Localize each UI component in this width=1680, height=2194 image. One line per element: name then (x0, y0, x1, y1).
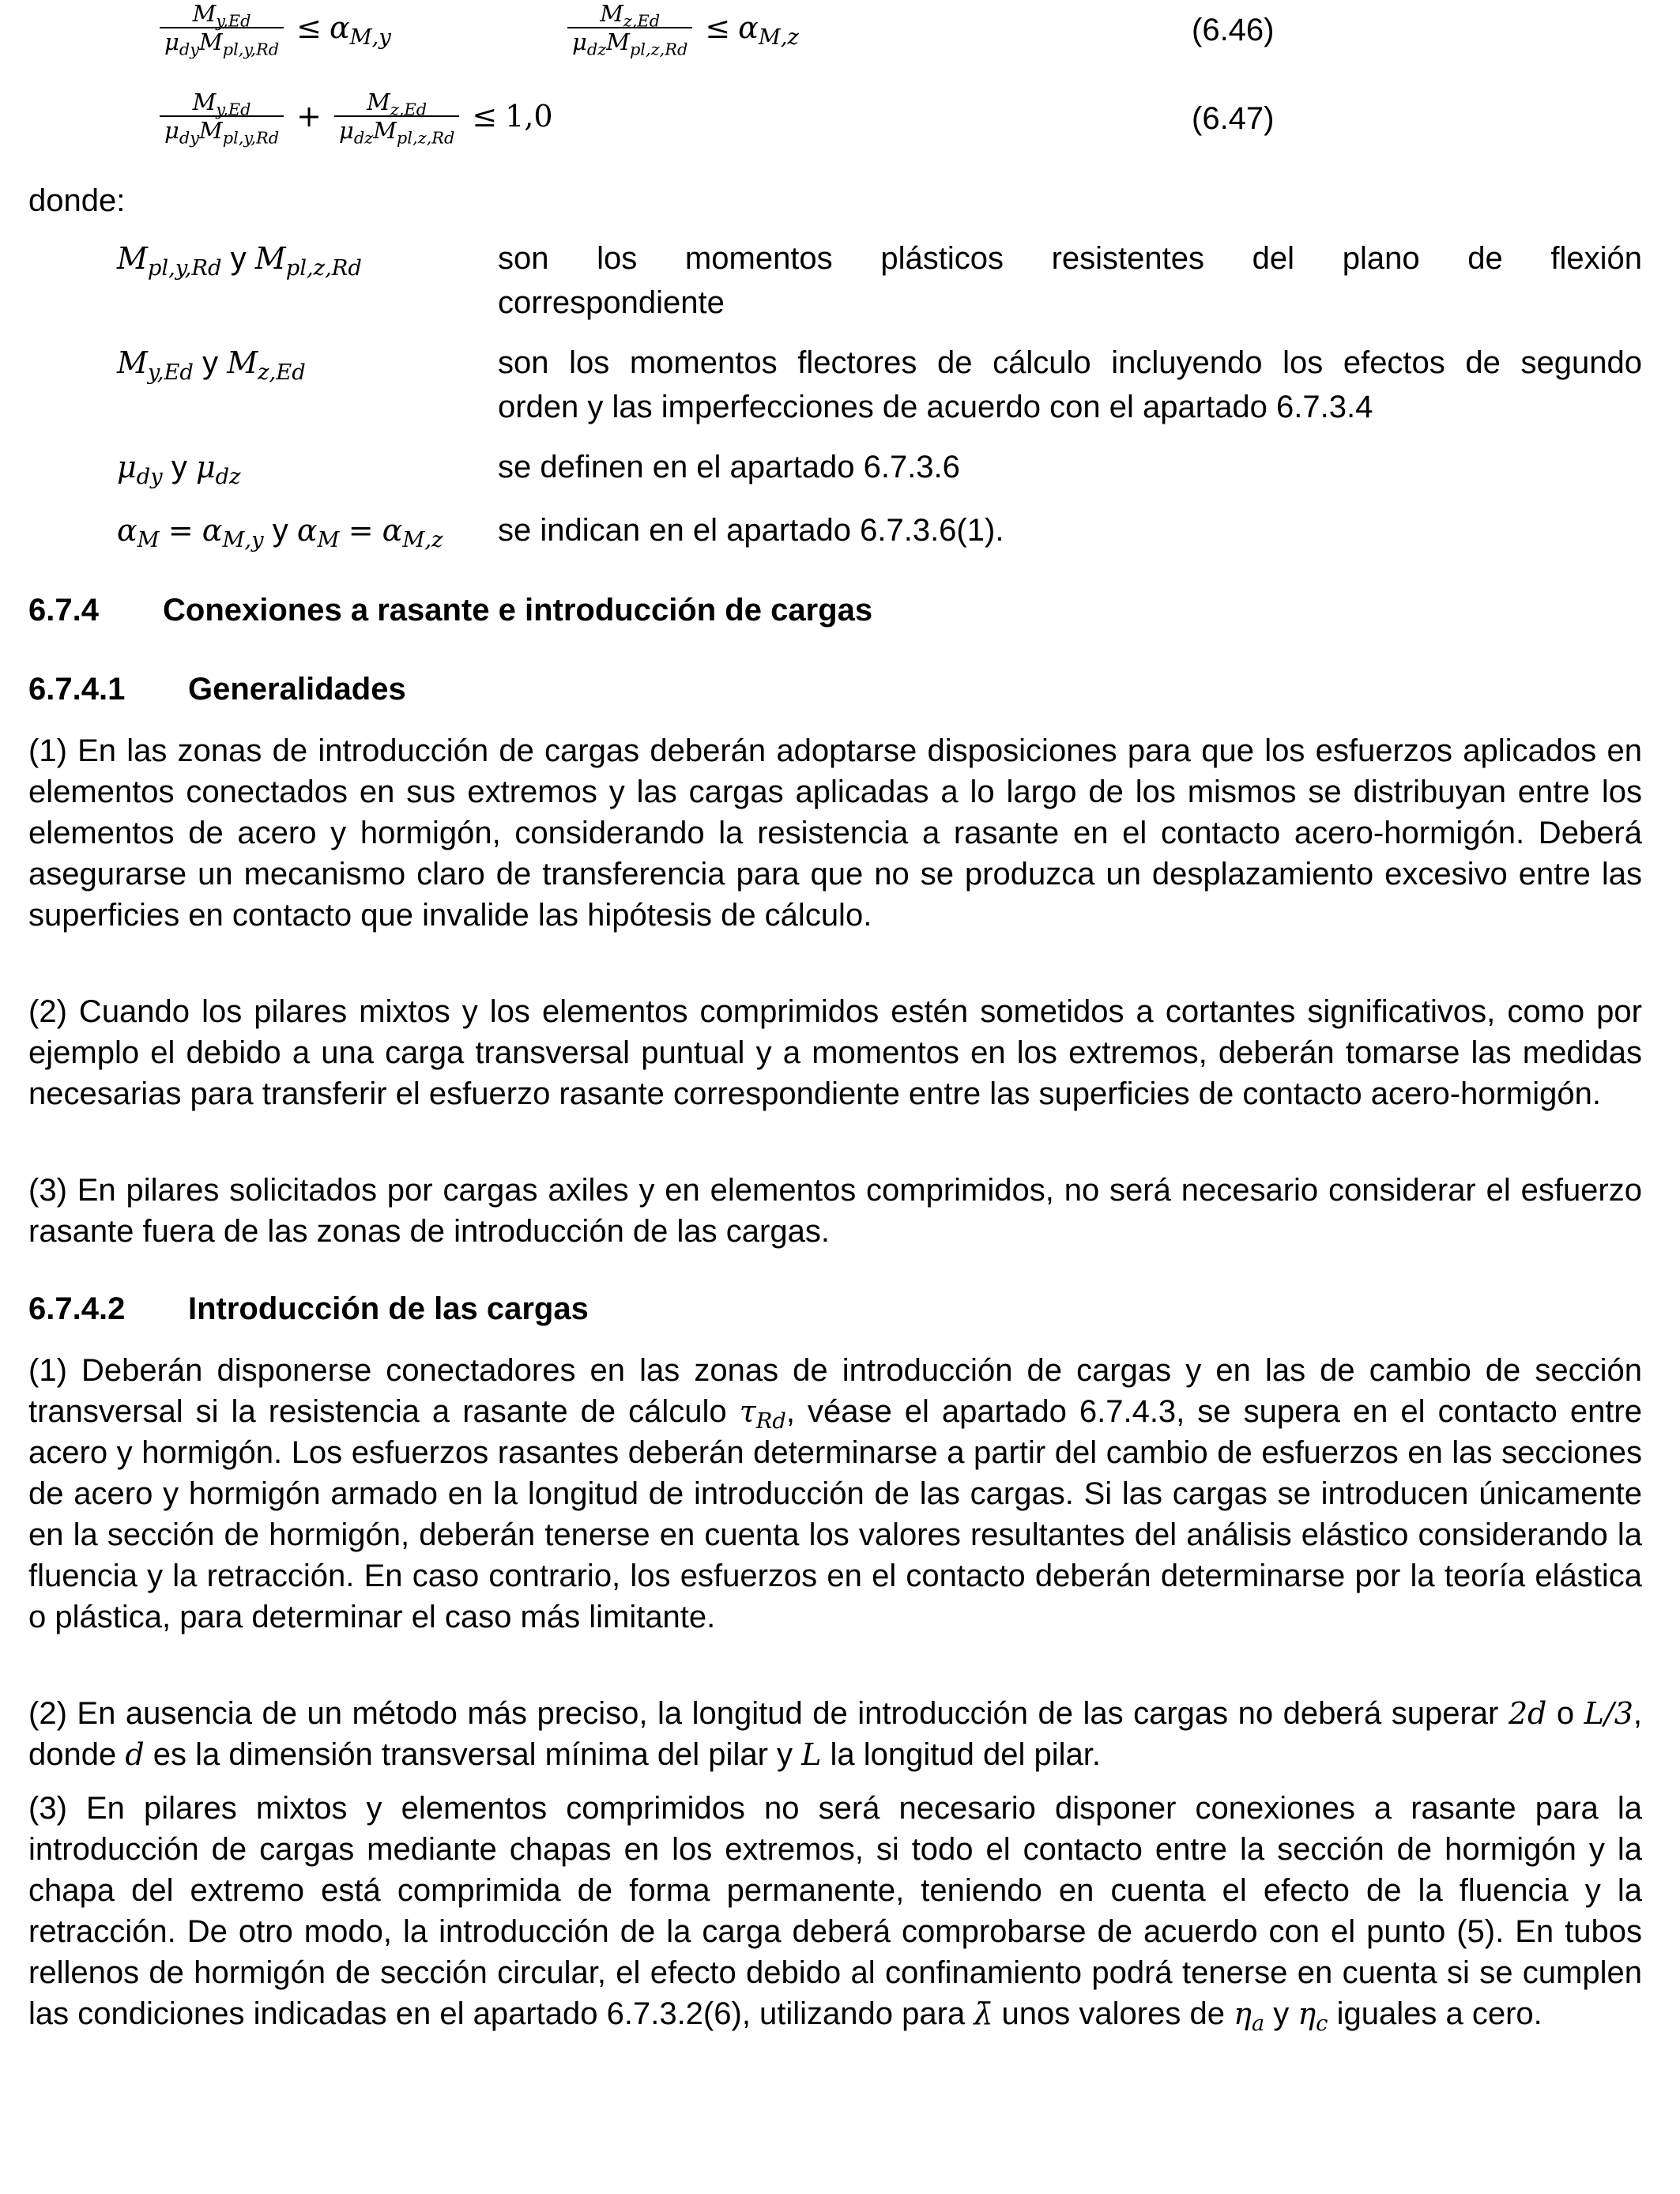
definition-description: se indican en el apartado 6.7.3.6(1). (498, 513, 1004, 548)
fraction: $\frac{M_{y,Ed}}{\mu_{dy}M_{pl,y,Rd}}$ (160, 89, 284, 144)
donde-label: donde: (28, 183, 126, 218)
paragraph-6-7-4-1-3: (3) En pilares solicitados por cargas axiles y en elementos comprimidos, no será necesario considerar el esfuerzo rasante fuera de las zonas de introducción de las cargas. (28, 1173, 1642, 1249)
definition-description: son los momentos flectores de cálculo incluyendo los efectos de segundo (498, 345, 1642, 380)
paragraph-6-7-4-1-1: (1) En las zonas de introducción de cargas deberán adoptarse disposiciones para que los esfuerzos aplicados en elementos conectados en sus extremos y las cargas aplicadas a lo largo de los mismos se distribuyan entre los elementos de acero y hormigón, considerando la resistencia a rasante en el contacto acero-hormigón. Deberá asegurarse un mecanismo claro de transferencia para que no se produzca un desplazamiento excesivo entre las superficies en contacto que invalide las hipótesis de cálculo. (28, 733, 1642, 933)
definition-description-cont: orden y las imperfecciones de acuerdo con el apartado 6.7.3.4 (498, 390, 1373, 424)
paragraph-6-7-4-2-2: (2) En ausencia de un método más preciso, la longitud de introducción de las cargas no deberá superar 2d o L/3, donde d es la dimensión transversal mínima del pilar y L la longitud del pilar. (28, 1696, 1642, 1772)
section-heading-6-7-4-2: 6.7.4.2 Introducción de las cargas (28, 1291, 589, 1326)
paragraph-6-7-4-2-1: (1) Deberán disponerse conectadores en las zonas de introducción de cargas y en las de cambio de sección transversal si la resistencia a rasante de cálculo $\tau_{Rd}$, véase el apartado 6.7.4.3, se supera en el contacto entre acero y hormigón. Los esfuerzos rasantes deberán determinarse a partir del cambio de esfuerzos en las secciones de acero y hormigón armado en la longitud de introducción de las cargas. Si las cargas se introducen únicamente en la sección de hormigón, deberán tenerse en cuenta los valores resultantes del análisis elástico considerando la fluencia y la retracción. En caso contrario, los esfuerzos en el contacto deberán determinarse por la teoría elástica o plástica, para determinar el caso más limitante. (28, 1353, 1642, 1634)
definition-term: $\mu_{dy}$ y $\mu_{dz}$ (117, 450, 241, 490)
equation-number-6-47: (6.47) (1192, 101, 1275, 136)
equation-6-47: $\frac{M_{y,Ed}}{\mu_{dy}M_{pl,y,Rd}}$ + $\frac{M_{z,Ed}}{\mu_{dz}M_{pl,z,Rd}}$ ≤ 1,0 (155, 89, 553, 144)
definition-term: $M_{y,Ed}$ y $M_{z,Ed}$ (117, 345, 306, 386)
fraction: $\frac{M_{z,Ed}}{\mu_{dz}M_{pl,z,Rd}}$ (334, 89, 459, 144)
definition-description-cont: correspondiente (498, 285, 725, 320)
paragraph-6-7-4-1-2: (2) Cuando los pilares mixtos y los elementos comprimidos estén sometidos a cortantes significativos, como por ejemplo el debido a una carga transversal puntual y a momentos en los extremos, deberán tomarse las medidas necesarias para transferir el esfuerzo rasante correspondiente entre las superficies de contacto acero-hormigón. (28, 994, 1642, 1111)
paragraph-6-7-4-2-3: (3) En pilares mixtos y elementos comprimidos no será necesario disponer conexiones a rasante para la introducción de cargas mediante chapas en los extremos, si todo el contacto entre la sección de hormigón y la chapa del extremo está comprimida de forma permanente, teniendo en cuenta el efecto de la fluencia y la retracción. De otro modo, la introducción de la carga deberá comprobarse de acuerdo con el punto (5). En tubos rellenos de hormigón de sección circular, el efecto debido al confinamiento podrá tenerse en cuenta si se cumplen las condiciones indicadas en el apartado 6.7.3.2(6), utilizando para λ̄ unos valores de $\eta_a$ y $\eta_c$ iguales a cero. (28, 1791, 1642, 2037)
section-heading-6-7-4: 6.7.4 Conexiones a rasante e introducción de cargas (28, 593, 873, 628)
fraction: $\frac{M_{z,Ed}}{\mu_{dz}M_{pl,z,Rd}}$ (567, 0, 692, 55)
fraction: $\frac{M_{y,Ed}}{\mu_{dy}M_{pl,y,Rd}}$ (160, 0, 284, 55)
equation-6-46-right: $\frac{M_{z,Ed}}{\mu_{dz}M_{pl,z,Rd}}$ ≤ $\alpha_{M,z}$ (563, 0, 799, 55)
section-heading-6-7-4-1: 6.7.4.1 Generalidades (28, 672, 406, 707)
definition-term: $\alpha_M = \alpha_{M,y}$ y $\alpha_M = \alpha_{M,z}$ (117, 513, 443, 553)
definition-description: son los momentos plásticos resistentes del plano de flexión (498, 241, 1642, 276)
definition-term: $M_{pl,y,Rd}$ y $M_{pl,z,Rd}$ (117, 241, 362, 281)
definition-description: se definen en el apartado 6.7.3.6 (498, 450, 960, 484)
equation-6-46-left: $\frac{M_{y,Ed}}{\mu_{dy}M_{pl,y,Rd}}$ ≤ $\alpha_{M,y}$ (155, 0, 391, 55)
equation-number-6-46: (6.46) (1192, 13, 1275, 47)
